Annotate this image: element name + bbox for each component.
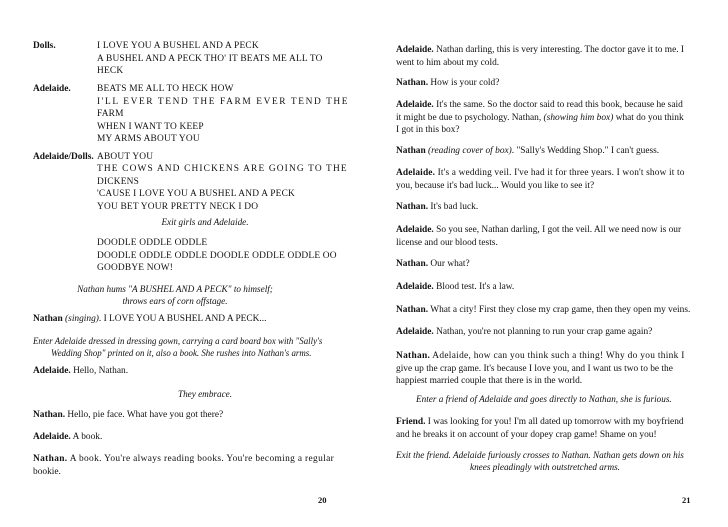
dialogue-text: It's the same. So the doctor said to read this book, because he said: [436, 100, 683, 110]
lyric-line: ABOUT YOU: [97, 152, 154, 162]
dialogue-friend-p13: [396, 416, 696, 441]
dialogue-text: what do you think: [613, 112, 684, 123]
dialogue-adelaide-hello: [33, 365, 128, 378]
dialogue-text: and he breaks it on account of your dopey crap game! Shame on you!: [396, 429, 657, 440]
dialogue-text: I was looking for you! I'm all dated up tomorrow with my boyfriend: [427, 417, 684, 427]
speaker-adelaide: Adelaide.: [33, 366, 71, 376]
speaker-nathan: Nathan.: [396, 259, 429, 269]
dialogue-text: A book.: [72, 432, 103, 442]
lyric-line: THE COWS AND CHICKENS ARE GOING TO THE: [97, 164, 348, 174]
dialogue-adelaide-p9: [396, 281, 514, 294]
dialogue-text: give up the crap game. It's because I love you, and I want us two to be the: [396, 363, 673, 374]
dialogue-text: Nathan darling, this is very interesting. The doctor gave it to me. I: [436, 45, 685, 55]
speaker-nathan: Nathan: [33, 314, 63, 324]
dialogue-text: What a city! First they close my crap game, then they open my veins.: [430, 305, 691, 315]
lyric-line: 'CAUSE I LOVE YOU A BUSHEL AND A PECK: [97, 189, 295, 199]
speaker-adelaide: Adelaide.: [396, 168, 436, 178]
speaker-nathan: Nathan.: [33, 410, 66, 420]
dialogue-text: A book. You're always reading books. You're becoming a regular: [69, 454, 335, 464]
lyric-block-adelaide-dolls: [97, 163, 348, 213]
speaker-adelaide: Adelaide.: [33, 432, 71, 442]
speaker-nathan: Nathan.: [396, 351, 431, 361]
lyric-line: YOU BET YOUR PRETTY NECK I DO: [97, 201, 259, 212]
dialogue-nathan-pieface: [33, 409, 223, 422]
stage-direction-line: Enter Adelaide dressed in dressing gown, carrying a card board box with "Sally's: [33, 336, 323, 346]
stage-direction-friend: Enter a friend of Adelaide and goes directly to Nathan, she is furious.: [416, 394, 672, 404]
dialogue-nathan-p8: [396, 258, 470, 271]
dialogue-adelaide-p5: [396, 167, 696, 192]
lyric-block-dolls: [97, 40, 323, 78]
dialogue-text: It's a wedding veil. I've had it for three years. I won't show it to: [437, 168, 685, 178]
dialogue-text: happiest married couple that there is in the world.: [396, 376, 583, 386]
lyric-line: BEATS ME ALL TO HECK HOW: [97, 84, 234, 94]
dialogue-text: How is your cold?: [430, 78, 500, 88]
speaker-adelaide: Adelaide.: [396, 100, 434, 110]
dialogue-nathan-reading: [33, 453, 335, 478]
speaker-nathan: Nathan.: [396, 78, 429, 88]
lyric-line: I'LL EVER TEND THE FARM EVER TEND THE: [97, 96, 350, 107]
dialogue-text: license and our blood tests.: [396, 237, 498, 248]
dialogue-text: It's bad luck.: [430, 202, 479, 212]
dialogue-text: Our what?: [430, 259, 470, 269]
right-page: [364, 0, 728, 527]
dialogue-text: Hello, Nathan.: [73, 366, 129, 376]
lyric-line: I LOVE YOU A BUSHEL AND A PECK: [97, 41, 259, 51]
speaker-nathan: Nathan.: [33, 454, 68, 464]
dialogue-nathan-p4: [396, 145, 659, 158]
dialogue-text: So you see, Nathan darling, I got the veil. All we need now is our: [436, 225, 682, 235]
speaker-adelaide-dolls: Adelaide/Dolls.: [33, 152, 94, 162]
speaker-adelaide: Adelaide.: [396, 327, 434, 337]
speaker-dolls: Dolls.: [33, 41, 56, 51]
dialogue-adelaide-p1: [396, 44, 696, 69]
lyric-line: WHEN I WANT TO KEEP: [97, 121, 204, 132]
stage-direction-line: Wedding Shop" printed on it, also a book. She rushes into Nathan's arms.: [51, 348, 312, 358]
stage-direction-exit: Exit girls and Adelaide.: [161, 217, 249, 227]
lyric-block-doodle: [97, 237, 337, 275]
speaker-adelaide: Adelaide.: [396, 225, 434, 235]
stage-direction-line: Exit the friend. Adelaide furiously crosses to Nathan. Nathan gets down on his: [396, 450, 684, 460]
dialogue-nathan-singing: [33, 313, 266, 326]
dialogue-adelaide-p3: [396, 99, 696, 137]
stage-direction-line: knees pleadingly with outstretched arms.: [470, 462, 620, 472]
dialogue-text: . "Sally's Wedding Shop." I can't guess.: [511, 146, 660, 156]
lyric-line: A BUSHEL AND A PECK THO' IT BEATS ME ALL TO: [97, 53, 323, 64]
dialogue-nathan-p10: [396, 304, 690, 317]
parenthetical: (reading cover of box): [428, 146, 512, 156]
speaker-adelaide: Adelaide.: [396, 282, 434, 292]
lyric-block-adelaide: [97, 83, 349, 146]
dialogue-text: bookie.: [33, 466, 61, 477]
lyric-line: HECK: [97, 66, 124, 76]
speaker-nathan: Nathan.: [396, 305, 429, 315]
dialogue-adelaide-book: [33, 431, 102, 444]
page-number: 20: [318, 495, 327, 505]
dialogue-text: Hello, pie face. What have you got there?: [67, 410, 224, 420]
lyric-line: FARM: [97, 109, 124, 119]
dialogue-text: Blood test. It's a law.: [436, 282, 515, 292]
dialogue-nathan-p2: [396, 77, 499, 90]
dialogue-adelaide-p7: [396, 224, 696, 249]
stage-direction-embrace: They embrace.: [177, 389, 233, 399]
dialogue-nathan-p12: [396, 350, 696, 388]
dialogue-text: went to him about my cold.: [396, 57, 500, 68]
dialogue-text: I got in this box?: [396, 125, 460, 135]
speaker-nathan: Nathan: [396, 146, 426, 156]
stage-direction-line: throws ears of corn offstage.: [122, 296, 228, 306]
stage-direction-exit-friend: [396, 449, 694, 473]
lyric-line: MY ARMS ABOUT YOU: [97, 134, 200, 144]
dialogue-text: it might be due to psychology. Nathan,: [396, 112, 544, 123]
parenthetical: (showing him box): [543, 112, 614, 123]
stage-direction-enter: [33, 335, 363, 359]
dialogue-text: Adelaide, how can you think such a thing! Why do you think I: [432, 351, 685, 361]
stage-direction-line: Nathan hums "A BUSHEL AND A PECK" to himself;: [77, 284, 273, 294]
page-number: 21: [682, 495, 691, 505]
parenthetical: (singing): [65, 314, 99, 324]
dialogue-text: . I LOVE YOU A BUSHEL AND A PECK...: [98, 314, 267, 324]
speaker-adelaide: Adelaide.: [396, 45, 434, 55]
speaker-friend: Friend.: [396, 417, 426, 427]
dialogue-text: you, because it's bad luck... Would you like to see it?: [396, 180, 595, 191]
lyric-line: DICKENS: [97, 176, 140, 187]
lyric-line: DOODLE ODDLE ODDLE DOODLE ODDLE ODDLE OO: [97, 250, 337, 261]
speaker-nathan: Nathan.: [396, 202, 429, 212]
speaker-adelaide: Adelaide.: [33, 84, 71, 94]
dialogue-adelaide-p11: [396, 326, 652, 339]
lyric-line: GOODBYE NOW!: [97, 263, 174, 273]
stage-direction-hums: [30, 283, 320, 307]
dialogue-text: Nathan, you're not planning to run your crap game again?: [436, 327, 653, 337]
lyric-line: DOODLE ODDLE ODDLE: [97, 238, 208, 248]
dialogue-nathan-p6: [396, 201, 478, 214]
